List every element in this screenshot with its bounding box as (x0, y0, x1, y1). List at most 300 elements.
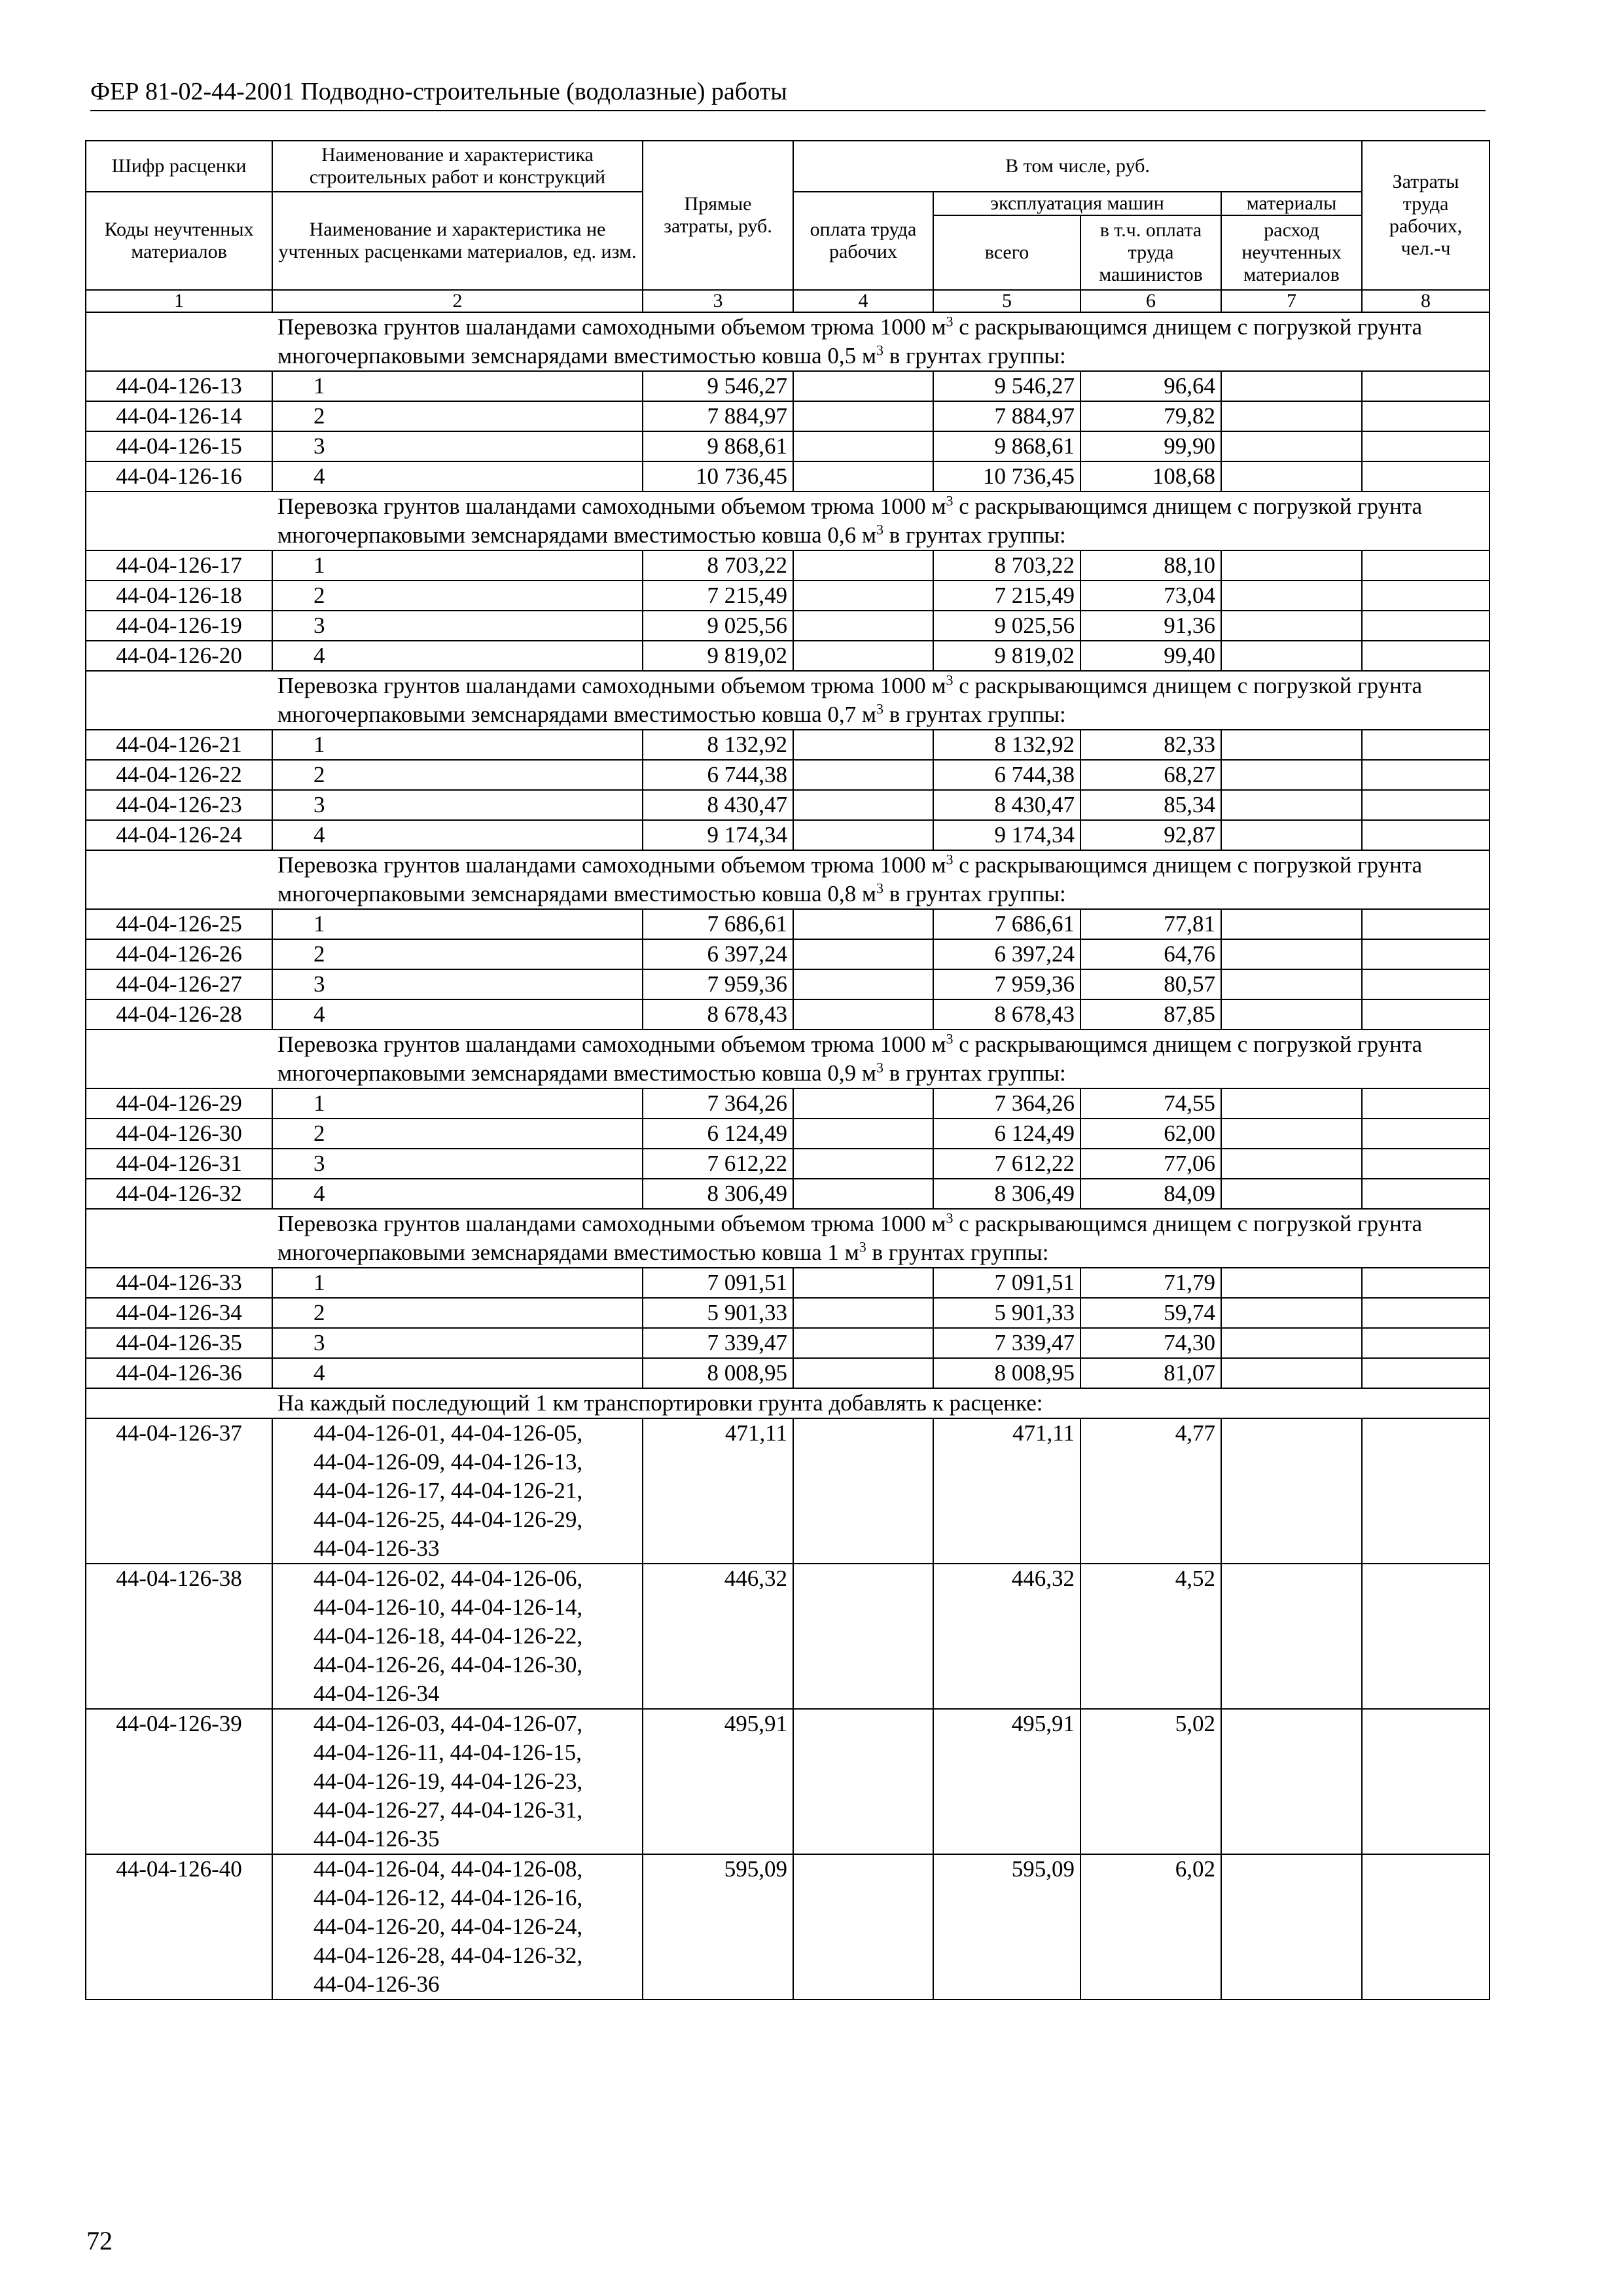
rate-name: 44-04-126-02, 44-04-126-06, 44-04-126-10, 44-04-126-14, 44-04-126-18, 44-04-126-22, 44-04-126-26, 44-04-126-30, 44-04-126-34 (272, 1564, 643, 1709)
section-title-post: в грунтах группы: (883, 343, 1066, 368)
machines-cost: 495,91 (933, 1709, 1080, 1854)
section-title-mid: с раскрывающимся днищем с погрузкой грунта многочерпаковыми земснарядами вместимостью ковша 0,7 м (277, 673, 1423, 727)
table-row (86, 581, 1489, 611)
rate-name: 44-04-126-03, 44-04-126-07, 44-04-126-11, 44-04-126-15, 44-04-126-19, 44-04-126-23, 44-04-126-27, 44-04-126-31, 44-04-126-35 (272, 1709, 643, 1854)
section-title-mid: с раскрывающимся днищем с погрузкой грунта многочерпаковыми земснарядами вместимостью ковша 0,9 м (277, 1031, 1423, 1086)
direct-cost: 495,91 (643, 1709, 793, 1854)
rate-name: 3 (272, 431, 643, 461)
header-direct: Прямые затраты, руб. (643, 141, 793, 290)
wages-cost (793, 1564, 933, 1709)
table-row (86, 641, 1489, 671)
labor-cost (1362, 641, 1489, 671)
direct-cost: 7 959,36 (643, 969, 793, 999)
header-cipher: Шифр расценки (86, 141, 272, 192)
machines-cost: 9 868,61 (933, 431, 1080, 461)
machines-cost: 7 364,26 (933, 1088, 1080, 1119)
section-code-cell (86, 671, 272, 730)
labor-cost (1362, 909, 1489, 939)
materials-cost (1221, 969, 1362, 999)
section-row (86, 312, 1489, 371)
labor-cost (1362, 1268, 1489, 1298)
rate-code: 44-04-126-18 (86, 581, 272, 611)
table-row (86, 939, 1489, 969)
header-machines: эксплуатация машин (933, 192, 1221, 215)
rate-code: 44-04-126-29 (86, 1088, 272, 1119)
rate-name: 2 (272, 581, 643, 611)
table-row (86, 1418, 1489, 1564)
section-row (86, 1388, 1489, 1418)
rate-name: 4 (272, 820, 643, 850)
section-title: На каждый последующий 1 км транспортировки грунта добавлять к расценке: (272, 1388, 1489, 1418)
wages-cost (793, 1358, 933, 1388)
section-row (86, 492, 1489, 550)
wages-cost (793, 371, 933, 401)
labor-cost (1362, 581, 1489, 611)
table-row (86, 1854, 1489, 2000)
rate-name: 1 (272, 550, 643, 581)
machines-cost: 7 215,49 (933, 581, 1080, 611)
materials-cost (1221, 939, 1362, 969)
machinist-wages: 4,77 (1080, 1418, 1221, 1564)
wages-cost (793, 431, 933, 461)
wages-cost (793, 1298, 933, 1328)
machines-cost: 8 703,22 (933, 550, 1080, 581)
header-in-total: В том числе, руб. (793, 141, 1362, 192)
labor-cost (1362, 1328, 1489, 1358)
machinist-wages: 6,02 (1080, 1854, 1221, 2000)
table-row (86, 1298, 1489, 1328)
table-row (86, 371, 1489, 401)
machinist-wages: 81,07 (1080, 1358, 1221, 1388)
rate-code: 44-04-126-36 (86, 1358, 272, 1388)
section-title-sup: 3 (859, 1238, 866, 1255)
materials-cost (1221, 1149, 1362, 1179)
rate-name: 4 (272, 641, 643, 671)
column-number: 4 (793, 290, 933, 312)
header-labor: Затраты труда рабочих, чел.-ч (1362, 141, 1489, 290)
section-row (86, 1030, 1489, 1088)
wages-cost (793, 550, 933, 581)
direct-cost: 8 008,95 (643, 1358, 793, 1388)
table-row (86, 1088, 1489, 1119)
rate-code: 44-04-126-15 (86, 431, 272, 461)
rate-name: 3 (272, 790, 643, 820)
rate-code: 44-04-126-30 (86, 1119, 272, 1149)
section-code-cell (86, 1030, 272, 1088)
machines-cost: 9 546,27 (933, 371, 1080, 401)
direct-cost: 9 174,34 (643, 820, 793, 850)
direct-cost: 7 686,61 (643, 909, 793, 939)
machinist-wages: 5,02 (1080, 1709, 1221, 1854)
section-title-post: в грунтах группы: (883, 522, 1066, 548)
direct-cost: 595,09 (643, 1854, 793, 2000)
rate-code: 44-04-126-26 (86, 939, 272, 969)
rate-code: 44-04-126-23 (86, 790, 272, 820)
materials-cost (1221, 550, 1362, 581)
direct-cost: 7 364,26 (643, 1088, 793, 1119)
machines-cost: 8 678,43 (933, 999, 1080, 1030)
materials-cost (1221, 909, 1362, 939)
wages-cost (793, 401, 933, 431)
section-title-mid: с раскрывающимся днищем с погрузкой грунта многочерпаковыми земснарядами вместимостью ковша 0,8 м (277, 852, 1423, 906)
rate-name: 1 (272, 371, 643, 401)
section-title (272, 492, 1489, 550)
wages-cost (793, 461, 933, 492)
direct-cost: 7 215,49 (643, 581, 793, 611)
table-row (86, 611, 1489, 641)
wages-cost (793, 730, 933, 760)
rate-code: 44-04-126-24 (86, 820, 272, 850)
labor-cost (1362, 461, 1489, 492)
direct-cost: 8 703,22 (643, 550, 793, 581)
materials-cost (1221, 790, 1362, 820)
section-title-pre: Перевозка грунтов шаландами самоходными объемом трюма 1000 м (277, 493, 946, 519)
section-title-sup: 3 (946, 672, 954, 689)
header-wages: оплата труда рабочих (793, 192, 933, 290)
rate-name: 2 (272, 760, 643, 790)
rate-code: 44-04-126-22 (86, 760, 272, 790)
materials-cost (1221, 1119, 1362, 1149)
rate-name: 3 (272, 1149, 643, 1179)
table-row (86, 1268, 1489, 1298)
section-title-mid: с раскрывающимся днищем с погрузкой грунта многочерпаковыми земснарядами вместимостью ковша 0,5 м (277, 314, 1423, 368)
direct-cost: 9 546,27 (643, 371, 793, 401)
rate-code: 44-04-126-32 (86, 1179, 272, 1209)
materials-cost (1221, 1268, 1362, 1298)
section-code-cell (86, 850, 272, 909)
machinist-wages: 84,09 (1080, 1179, 1221, 1209)
wages-cost (793, 969, 933, 999)
direct-cost: 8 678,43 (643, 999, 793, 1030)
rate-code: 44-04-126-17 (86, 550, 272, 581)
rate-code: 44-04-126-16 (86, 461, 272, 492)
rate-code: 44-04-126-20 (86, 641, 272, 671)
wages-cost (793, 1268, 933, 1298)
machinist-wages: 64,76 (1080, 939, 1221, 969)
materials-cost (1221, 760, 1362, 790)
direct-cost: 6 397,24 (643, 939, 793, 969)
section-title-pre: Перевозка грунтов шаландами самоходными объемом трюма 1000 м (277, 852, 946, 878)
wages-cost (793, 909, 933, 939)
rate-code: 44-04-126-35 (86, 1328, 272, 1358)
materials-cost (1221, 461, 1362, 492)
labor-cost (1362, 1564, 1489, 1709)
machinist-wages: 82,33 (1080, 730, 1221, 760)
direct-cost: 7 091,51 (643, 1268, 793, 1298)
rate-code: 44-04-126-37 (86, 1418, 272, 1564)
section-title-pre: Перевозка грунтов шаландами самоходными объемом трюма 1000 м (277, 1031, 946, 1057)
machinist-wages: 79,82 (1080, 401, 1221, 431)
section-code-cell (86, 312, 272, 371)
materials-cost (1221, 401, 1362, 431)
section-title-sup: 3 (946, 1210, 954, 1227)
wages-cost (793, 939, 933, 969)
machinist-wages: 99,40 (1080, 641, 1221, 671)
machines-cost: 446,32 (933, 1564, 1080, 1709)
wages-cost (793, 790, 933, 820)
machines-cost: 6 744,38 (933, 760, 1080, 790)
rate-name: 2 (272, 939, 643, 969)
machines-cost: 7 339,47 (933, 1328, 1080, 1358)
materials-cost (1221, 1088, 1362, 1119)
section-title-sup: 3 (876, 521, 884, 538)
machines-cost: 7 884,97 (933, 401, 1080, 431)
labor-cost (1362, 730, 1489, 760)
section-title-sup: 3 (876, 700, 884, 717)
header-total: всего (933, 215, 1080, 290)
rate-code: 44-04-126-21 (86, 730, 272, 760)
machines-cost: 8 008,95 (933, 1358, 1080, 1388)
machinist-wages: 74,55 (1080, 1088, 1221, 1119)
section-title (272, 1209, 1489, 1268)
rate-name: 44-04-126-01, 44-04-126-05, 44-04-126-09, 44-04-126-13, 44-04-126-17, 44-04-126-21, 44-04-126-25, 44-04-126-29, 44-04-126-33 (272, 1418, 643, 1564)
rate-code: 44-04-126-25 (86, 909, 272, 939)
rate-name: 2 (272, 1298, 643, 1328)
direct-cost: 10 736,45 (643, 461, 793, 492)
rate-code: 44-04-126-14 (86, 401, 272, 431)
machines-cost: 9 174,34 (933, 820, 1080, 850)
materials-cost (1221, 581, 1362, 611)
wages-cost (793, 760, 933, 790)
column-number: 6 (1080, 290, 1221, 312)
direct-cost: 9 025,56 (643, 611, 793, 641)
section-row (86, 1209, 1489, 1268)
machines-cost: 7 091,51 (933, 1268, 1080, 1298)
materials-cost (1221, 641, 1362, 671)
labor-cost (1362, 1418, 1489, 1564)
direct-cost: 6 124,49 (643, 1119, 793, 1149)
section-title-pre: Перевозка грунтов шаландами самоходными объемом трюма 1000 м (277, 314, 946, 340)
labor-cost (1362, 1179, 1489, 1209)
header-consumption: расход неучтенных материалов (1221, 215, 1362, 290)
machinist-wages: 88,10 (1080, 550, 1221, 581)
labor-cost (1362, 1709, 1489, 1854)
wages-cost (793, 581, 933, 611)
rate-name: 4 (272, 461, 643, 492)
machinist-wages: 87,85 (1080, 999, 1221, 1030)
column-number: 7 (1221, 290, 1362, 312)
header-incl-wages: в т.ч. оплата труда машинистов (1080, 215, 1221, 290)
rate-code: 44-04-126-28 (86, 999, 272, 1030)
section-code-cell (86, 1388, 272, 1418)
machines-cost: 6 397,24 (933, 939, 1080, 969)
section-title (272, 1030, 1489, 1088)
header-name-top: Наименование и характеристика строительных работ и конструкций (272, 141, 643, 192)
rate-code: 44-04-126-31 (86, 1149, 272, 1179)
rate-code: 44-04-126-13 (86, 371, 272, 401)
materials-cost (1221, 999, 1362, 1030)
machinist-wages: 68,27 (1080, 760, 1221, 790)
rate-name: 2 (272, 401, 643, 431)
section-title-sup: 3 (946, 851, 954, 868)
table-row (86, 909, 1489, 939)
labor-cost (1362, 1854, 1489, 2000)
rate-code: 44-04-126-33 (86, 1268, 272, 1298)
table-row (86, 461, 1489, 492)
rate-name: 2 (272, 1119, 643, 1149)
section-title-post: в грунтах группы: (883, 1060, 1066, 1086)
machinist-wages: 59,74 (1080, 1298, 1221, 1328)
rate-name: 1 (272, 1268, 643, 1298)
rate-code: 44-04-126-19 (86, 611, 272, 641)
wages-cost (793, 1854, 933, 2000)
rate-name: 3 (272, 611, 643, 641)
section-title-sup: 3 (946, 492, 954, 509)
materials-cost (1221, 820, 1362, 850)
table-row (86, 760, 1489, 790)
section-title (272, 312, 1489, 371)
materials-cost (1221, 1854, 1362, 2000)
machinist-wages: 73,04 (1080, 581, 1221, 611)
header-name-bottom: Наименование и характеристика не учтенных расценками материалов, ед. изм. (272, 192, 643, 290)
machines-cost: 7 686,61 (933, 909, 1080, 939)
labor-cost (1362, 760, 1489, 790)
labor-cost (1362, 550, 1489, 581)
rate-code: 44-04-126-39 (86, 1709, 272, 1854)
machines-cost: 10 736,45 (933, 461, 1080, 492)
rate-name: 3 (272, 1328, 643, 1358)
wages-cost (793, 999, 933, 1030)
machines-cost: 7 612,22 (933, 1149, 1080, 1179)
section-title-sup: 3 (876, 1059, 884, 1076)
machinist-wages: 108,68 (1080, 461, 1221, 492)
section-title-mid: с раскрывающимся днищем с погрузкой грунта многочерпаковыми земснарядами вместимостью ковша 1 м (277, 1211, 1423, 1265)
labor-cost (1362, 1149, 1489, 1179)
rate-code: 44-04-126-40 (86, 1854, 272, 2000)
page-header: ФЕР 81-02-44-2001 Подводно-строительные (водолазные) работы (90, 77, 1486, 111)
rate-name: 44-04-126-04, 44-04-126-08, 44-04-126-12, 44-04-126-16, 44-04-126-20, 44-04-126-24, 44-04-126-28, 44-04-126-32, 44-04-126-36 (272, 1854, 643, 2000)
section-row (86, 671, 1489, 730)
materials-cost (1221, 1328, 1362, 1358)
column-number: 2 (272, 290, 643, 312)
machines-cost: 9 819,02 (933, 641, 1080, 671)
section-title-pre: Перевозка грунтов шаландами самоходными объемом трюма 1000 м (277, 1211, 946, 1236)
machinist-wages: 80,57 (1080, 969, 1221, 999)
column-number: 5 (933, 290, 1080, 312)
wages-cost (793, 1709, 933, 1854)
direct-cost: 7 339,47 (643, 1328, 793, 1358)
machines-cost: 8 132,92 (933, 730, 1080, 760)
labor-cost (1362, 999, 1489, 1030)
machinist-wages: 77,81 (1080, 909, 1221, 939)
wages-cost (793, 611, 933, 641)
materials-cost (1221, 1358, 1362, 1388)
table-row (86, 730, 1489, 760)
section-title-sup: 3 (946, 313, 954, 330)
wages-cost (793, 1149, 933, 1179)
column-number: 8 (1362, 290, 1489, 312)
labor-cost (1362, 820, 1489, 850)
page-number: 72 (86, 2226, 113, 2255)
rate-name: 3 (272, 969, 643, 999)
machinist-wages: 99,90 (1080, 431, 1221, 461)
rate-name: 4 (272, 1358, 643, 1388)
materials-cost (1221, 431, 1362, 461)
rate-code: 44-04-126-38 (86, 1564, 272, 1709)
rate-code: 44-04-126-27 (86, 969, 272, 999)
direct-cost: 9 819,02 (643, 641, 793, 671)
direct-cost: 8 306,49 (643, 1179, 793, 1209)
table-row (86, 1149, 1489, 1179)
rate-code: 44-04-126-34 (86, 1298, 272, 1328)
labor-cost (1362, 401, 1489, 431)
machinist-wages: 4,52 (1080, 1564, 1221, 1709)
labor-cost (1362, 939, 1489, 969)
column-number: 3 (643, 290, 793, 312)
labor-cost (1362, 1119, 1489, 1149)
section-row (86, 850, 1489, 909)
machines-cost: 6 124,49 (933, 1119, 1080, 1149)
labor-cost (1362, 1088, 1489, 1119)
table-row (86, 401, 1489, 431)
materials-cost (1221, 611, 1362, 641)
wages-cost (793, 641, 933, 671)
section-title-post: в грунтах группы: (883, 702, 1066, 727)
wages-cost (793, 1119, 933, 1149)
table-row (86, 1328, 1489, 1358)
rate-name: 1 (272, 1088, 643, 1119)
materials-cost (1221, 730, 1362, 760)
rate-name: 1 (272, 730, 643, 760)
machinist-wages: 91,36 (1080, 611, 1221, 641)
machines-cost: 9 025,56 (933, 611, 1080, 641)
labor-cost (1362, 431, 1489, 461)
machinist-wages: 62,00 (1080, 1119, 1221, 1149)
table-row (86, 820, 1489, 850)
direct-cost: 7 612,22 (643, 1149, 793, 1179)
section-title-post: в грунтах группы: (883, 881, 1066, 906)
table-row (86, 1709, 1489, 1854)
machines-cost: 471,11 (933, 1418, 1080, 1564)
direct-cost: 9 868,61 (643, 431, 793, 461)
machines-cost: 595,09 (933, 1854, 1080, 2000)
table-row (86, 1119, 1489, 1149)
machines-cost: 8 306,49 (933, 1179, 1080, 1209)
direct-cost: 8 132,92 (643, 730, 793, 760)
direct-cost: 8 430,47 (643, 790, 793, 820)
rates-table (85, 140, 1490, 2000)
machinist-wages: 92,87 (1080, 820, 1221, 850)
table-row (86, 969, 1489, 999)
wages-cost (793, 820, 933, 850)
machinist-wages: 96,64 (1080, 371, 1221, 401)
machinist-wages: 77,06 (1080, 1149, 1221, 1179)
machines-cost: 8 430,47 (933, 790, 1080, 820)
rate-name: 4 (272, 1179, 643, 1209)
section-title (272, 850, 1489, 909)
materials-cost (1221, 1179, 1362, 1209)
labor-cost (1362, 1298, 1489, 1328)
section-title-sup: 3 (876, 342, 884, 359)
wages-cost (793, 1088, 933, 1119)
direct-cost: 471,11 (643, 1418, 793, 1564)
table-row (86, 550, 1489, 581)
section-title-sup: 3 (876, 880, 884, 897)
labor-cost (1362, 371, 1489, 401)
section-title-post: в грунтах группы: (866, 1240, 1049, 1265)
table-row (86, 790, 1489, 820)
table-row (86, 431, 1489, 461)
section-code-cell (86, 492, 272, 550)
header-materials: материалы (1221, 192, 1362, 215)
machines-cost: 5 901,33 (933, 1298, 1080, 1328)
machinist-wages: 85,34 (1080, 790, 1221, 820)
labor-cost (1362, 1358, 1489, 1388)
labor-cost (1362, 969, 1489, 999)
table-row (86, 999, 1489, 1030)
wages-cost (793, 1418, 933, 1564)
table-row (86, 1179, 1489, 1209)
